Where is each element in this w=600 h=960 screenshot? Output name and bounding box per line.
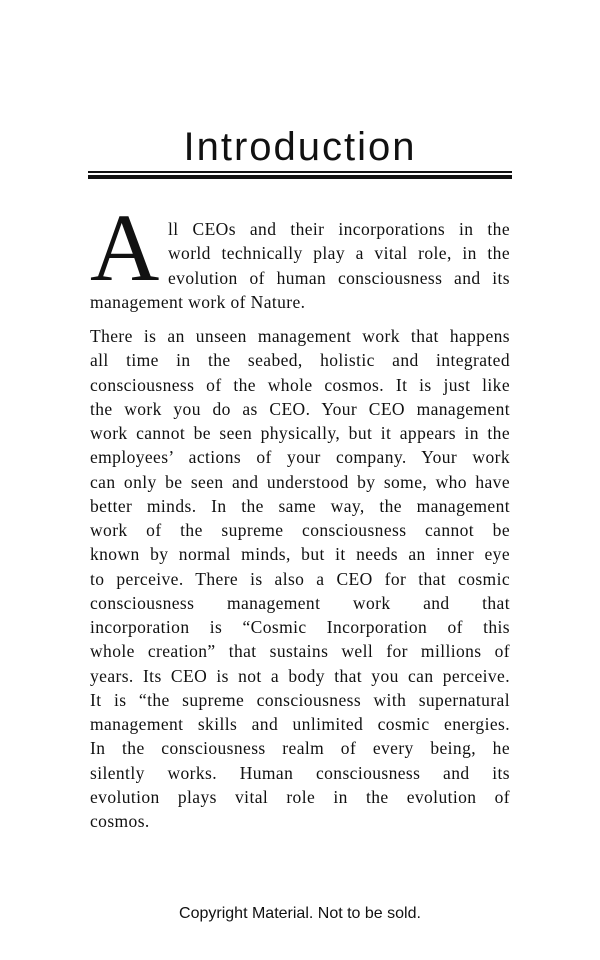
text-line: consciousness management work and that: [90, 592, 510, 613]
text-line: all time in the seabed, holistic and integrated: [90, 350, 510, 371]
title-rule-thick: [88, 175, 512, 179]
text-line: work cannot be seen physically, but it appears in the: [90, 423, 510, 443]
paragraph-2: [90, 324, 510, 833]
text-line: employees’ actions of your company. Your work: [90, 447, 510, 468]
text-line: years. Its CEO is not a body that you can perceive.: [90, 665, 510, 686]
text-line: In the consciousness realm of every being, he: [90, 738, 510, 759]
title-rule-thin: [88, 171, 512, 173]
text-line: silently works. Human consciousness and its: [90, 762, 510, 783]
paragraph-1: [90, 217, 510, 314]
text-line: evolution of human consciousness and its: [168, 267, 510, 288]
copyright-footer: Copyright Material. Not to be sold.: [179, 905, 421, 922]
text-line: management work of Nature.: [90, 291, 306, 312]
text-line: evolution plays vital role in the evolution of: [90, 786, 510, 807]
text-line: It is “the supreme consciousness with supernatural: [90, 689, 510, 710]
text-line: cosmos.: [90, 811, 150, 831]
text-line: the work you do as CEO. Your CEO management: [90, 398, 510, 419]
text-line: better minds. In the same way, the management: [90, 495, 510, 516]
text-line: known by normal minds, but it needs an inner eye: [90, 544, 510, 565]
text-line: world technically play a vital role, in the: [168, 243, 510, 264]
text-line: work of the supreme consciousness cannot be: [90, 520, 510, 540]
text-line: to perceive. There is also a CEO for that cosmic: [90, 568, 510, 589]
text-line: whole creation” that sustains well for millions of: [90, 641, 510, 662]
page-title: Introduction: [183, 125, 417, 169]
text-line: ll CEOs and their incorporations in the: [168, 219, 510, 239]
text-line: consciousness of the whole cosmos. It is just like: [90, 374, 510, 395]
text-line: There is an unseen management work that happens: [90, 326, 510, 346]
text-line: can only be seen and understood by some, who have: [90, 471, 510, 492]
text-line: incorporation is “Cosmic Incorporation of this: [90, 617, 510, 637]
drop-cap: A: [90, 194, 160, 301]
text-line: management skills and unlimited cosmic energies.: [90, 714, 510, 734]
